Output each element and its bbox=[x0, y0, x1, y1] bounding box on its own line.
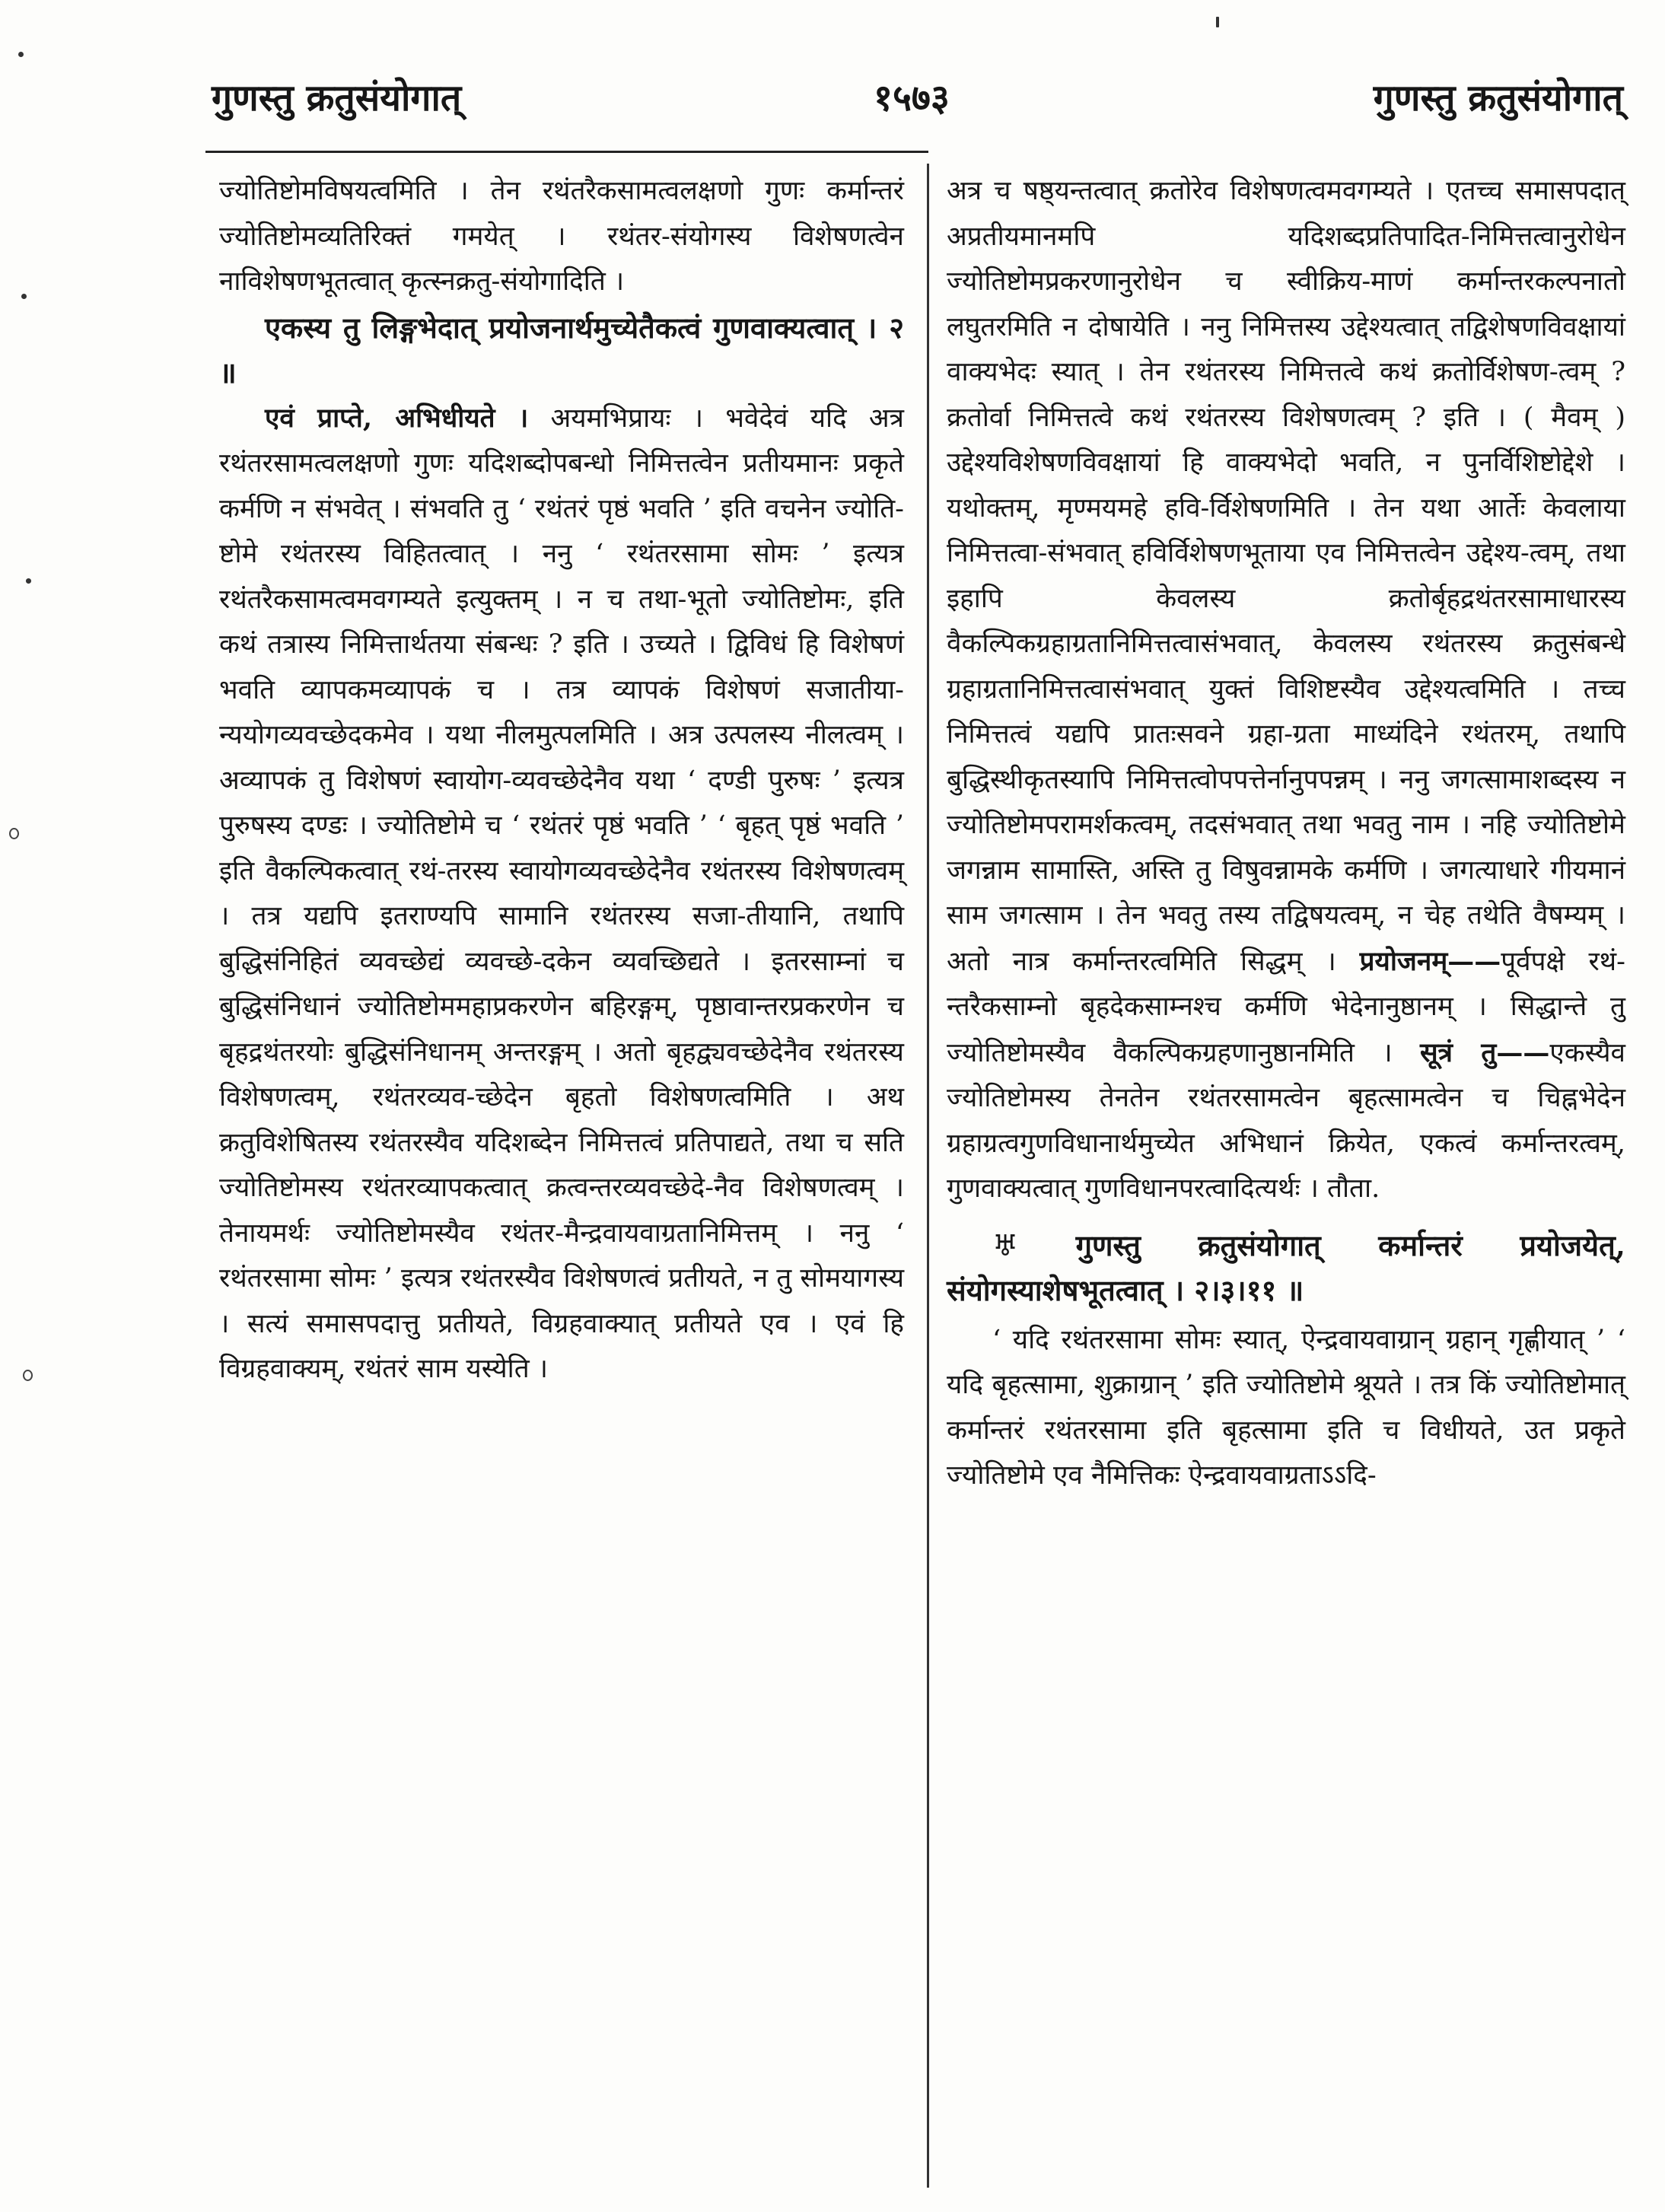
header-right-title: गुणस्तु क्रतुसंयोगात् bbox=[1373, 77, 1623, 119]
right-column bbox=[947, 169, 1625, 1499]
paragraph-text: ‘ यदि रथंतरसामा सोमः स्यात्, ऐन्द्रवायवाग्रान् ग्रहान् गृह्णीयात् ’ ‘ यदि बृहत्सामा, शुक्राग्रान् ’ इति ज्योतिष्टोमे श्रूयते । तत्र किं ज्योतिष्टोमात् कर्मान्तरं रथंतरसामा इति बृहत्सामा इति च विधीयते, उत प्रकृते ज्योतिष्टोमे एव नैमित्तिकः ऐन्द्रवायवाग्रताऽऽदि- bbox=[947, 1324, 1625, 1491]
margin-dot bbox=[26, 578, 31, 584]
paragraph bbox=[947, 169, 1625, 1212]
margin-ring bbox=[23, 1370, 33, 1381]
header-rule bbox=[205, 151, 928, 153]
margin-dot bbox=[1216, 17, 1219, 27]
column-divider bbox=[927, 164, 929, 2188]
paragraph-lead: प्रयोजनम्—— bbox=[1359, 945, 1501, 977]
paragraph bbox=[219, 169, 904, 305]
margin-dot bbox=[21, 294, 27, 299]
page-number: १५७३ bbox=[874, 77, 950, 119]
paragraph-text: अत्र च षष्ठ्यन्तत्वात् क्रतोरेव विशेषणत्वमवगम्यते । एतच्च समासपदात् अप्रतीयमानमपि यदिशब्दप्रतिपादित-निमित्तत्वानुरोधेन ज्योतिष्टोमप्रकरणानुरोधेन च स्वीक्रिय-माणं कर्मान्तरकल्पनातो लघुतरमिति न दोषायेति । ननु निमित्तस्य उद्देश्यत्वात् तद्विशेषणविवक्षायां वाक्यभेदः स्यात् । तेन रथंतरस्य निमित्तत्वे कथं क्रतोर्विशेषण-त्वम् ? क्रतोर्वा निमित्तत्वे कथं रथंतरस्य विशेषणत्वम् ? इति । ( मैवम् ) उद्देश्यविशेषणविवक्षायां हि वाक्यभेदो भवति, न पुनर्विशिष्टोद्देशे । यथोक्तम्, मृण्मयमहे हवि-र्विशेषणमिति । तेन यथा आर्तेः केवलाया निमित्तत्वा-संभवात् हविर्विशेषणभूताया एव निमित्तत्वेन उद्देश्य-त्वम्, तथा इहापि केवलस्य क्रतोर्बृहद्रथंतरसामाधारस्य वैकल्पिकग्रहाग्रतानिमित्तत्वासंभवात्, केवलस्य रथंतरस्य क्रतुसंबन्धे ग्रहाग्रतानिमित्तत्वासंभवात् युक्तं विशिष्टस्यैव उद्देश्यत्वमिति । तच्च निमित्तत्वं यद्यपि प्रातःसवने ग्रहा-ग्रता माध्यंदिने रथंतरम्, तथापि बुद्धिस्थीकृतस्यापि निमित्तत्वोपपत्तेर्नानुपपन्नम् । ननु जगत्सामाशब्दस्य न ज्योतिष्टोमपरामर्शकत्वम्, तदसंभवात् तथा भवतु नाम । नहि ज्योतिष्टोमे जगन्नाम सामास्ति, अस्ति तु विषुवन्नामके कर्मणि । जगत्याधारे गीयमानं साम जगत्साम । तेन भवतु तस्य तद्विषयत्वम्, न चेह तथेति वैषम्यम् । अतो नात्र कर्मान्तरत्वमिति सिद्धम् । bbox=[947, 176, 1625, 977]
running-header bbox=[212, 72, 1623, 141]
sutra-text: एकस्य तु लिङ्गभेदात् प्रयोजनार्थमुच्येतैकत्वं गुणवाक्यत्वात् । २ ॥ bbox=[219, 310, 904, 390]
margin-ring bbox=[9, 828, 19, 839]
margin-dot bbox=[18, 52, 24, 57]
paragraph-text: ज्योतिष्टोमविषयत्वमिति । तेन रथंतरैकसामत्वलक्षणो गुणः कर्मान्तरं ज्योतिष्टोमव्यतिरिक्तं गमयेत् । रथंतर-संयोगस्य विशेषणत्वेन नाविशेषणभूतत्वात् कृत्स्नक्रतु-संयोगादिति । bbox=[219, 176, 904, 297]
header-left-title: गुणस्तु क्रतुसंयोगात् bbox=[212, 77, 462, 119]
paragraph-text: अयमभिप्रायः । भवेदेवं यदि अत्र रथंतरसामत्वलक्षणो गुणः यदिशब्दोपबन्धो निमित्तत्वेन प्रतीयमानः प्रकृते कर्मणि न संभवेत् । संभवति तु ‘ रथंतरं पृष्ठं भवति ’ इति वचनेन ज्योति-ष्टोमे रथंतरस्य विहितत्वात् । ननु ‘ रथंतरसामा सोमः ’ इत्यत्र रथंतरैकसामत्वमवगम्यते इत्युक्तम् । न च तथा-भूतो ज्योतिष्टोमः, इति कथं तत्रास्य निमित्तार्थतया संबन्धः ? इति । उच्यते । द्विविधं हि विशेषणं भवति व्यापकमव्यापकं च । तत्र व्यापकं विशेषणं सजातीया-न्ययोगव्यवच्छेदकमेव । यथा नीलमुत्पलमिति । अत्र उत्पलस्य नीलत्वम् । अव्यापकं तु विशेषणं स्वायोग-व्यवच्छेदेनैव यथा ‘ दण्डी पुरुषः ’ इत्यत्र पुरुषस्य दण्डः । ज्योतिष्टोमे च ‘ रथंतरं पृष्ठं भवति ’ ‘ बृहत् पृष्ठं भवति ’ इति वैकल्पिकत्वात् रथं-तरस्य स्वायोगव्यवच्छेदेनैव रथंतरस्य विशेषणत्वम् । तत्र यद्यपि इतराण्यपि सामानि रथंतरस्य सजा-तीयानि, तथापि बुद्धिसंनिहितं व्यवच्छेद्यं व्यवच्छे-दकेन व्यवच्छिद्यते । इतरसाम्नां च बुद्धिसंनिधानं ज्योतिष्टोममहाप्रकरणेन बहिरङ्गम्, पृष्ठावान्तरप्रकरणेन च बृहद्रथंतरयोः बुद्धिसंनिधानम् अन्तरङ्गम् । अतो बृहद्व्यवच्छेदेनैव रथंतरस्य विशेषणत्वम्, रथंतरव्यव-च्छेदेन बृहतो विशेषणत्वमिति । अथ क्रतुविशेषितस्य रथंतरस्यैव यदिशब्देन निमित्तत्वं प्रतिपाद्यते, तथा च सति ज्योतिष्टोमस्य रथंतरव्यापकत्वात् क्रत्वन्तरव्यवच्छेदे-नैव विशेषणत्वम् । तेनायमर्थः ज्योतिष्टोमस्यैव रथंतर-मैन्द्रवायवाग्रतानिमित्तम् । ननु ‘ रथंतरसामा सोमः ’ इत्यत्र रथंतरस्यैव विशेषणत्वं प्रतीयते, न तु सोमयागस्य । सत्यं समासपदात्तु प्रतीयते, विग्रहवाक्यात् प्रतीयते एव । एवं हि विग्रहवाक्यम्, रथंतरं साम यस्येति । bbox=[219, 403, 904, 1384]
paragraph bbox=[219, 396, 904, 1392]
paragraph bbox=[947, 1318, 1625, 1499]
sutra-heading bbox=[219, 305, 904, 396]
left-column bbox=[219, 169, 904, 1392]
paragraph-lead: सूत्रं तु—— bbox=[1420, 1036, 1550, 1068]
sutra-heading bbox=[947, 1223, 1625, 1313]
paragraph-text: एकस्यैव ज्योतिष्टोमस्य तेनतेन रथंतरसामत्वेन बृहत्सामत्वेन च चिह्नभेदेन ग्रहाग्रत्वगुणविधानार्थमुच्येत अभिधानं क्रियेत, एकत्वं कर्मान्तरत्वम्, गुणवाक्यत्वात् गुणविधानपरत्वादित्यर्थः । तौता. bbox=[947, 1037, 1625, 1204]
paragraph-text: पूर्वपक्षे रथं-न्तरैकसाम्नो बृहदेकसाम्नश्च कर्मणि भेदेनानुष्ठानम् । सिद्धान्ते तु ज्योतिष्टोमस्यैव वैकल्पिकग्रहणानुष्ठानमिति । bbox=[947, 946, 1625, 1068]
sutra-text: ♅ गुणस्तु क्रतुसंयोगात् कर्मान्तरं प्रयोजयेत्, संयोगस्याशेषभूतत्वात् । २।३।११ ॥ bbox=[947, 1227, 1625, 1307]
paragraph-lead: एवं प्राप्ते, अभिधीयते । bbox=[265, 402, 529, 434]
